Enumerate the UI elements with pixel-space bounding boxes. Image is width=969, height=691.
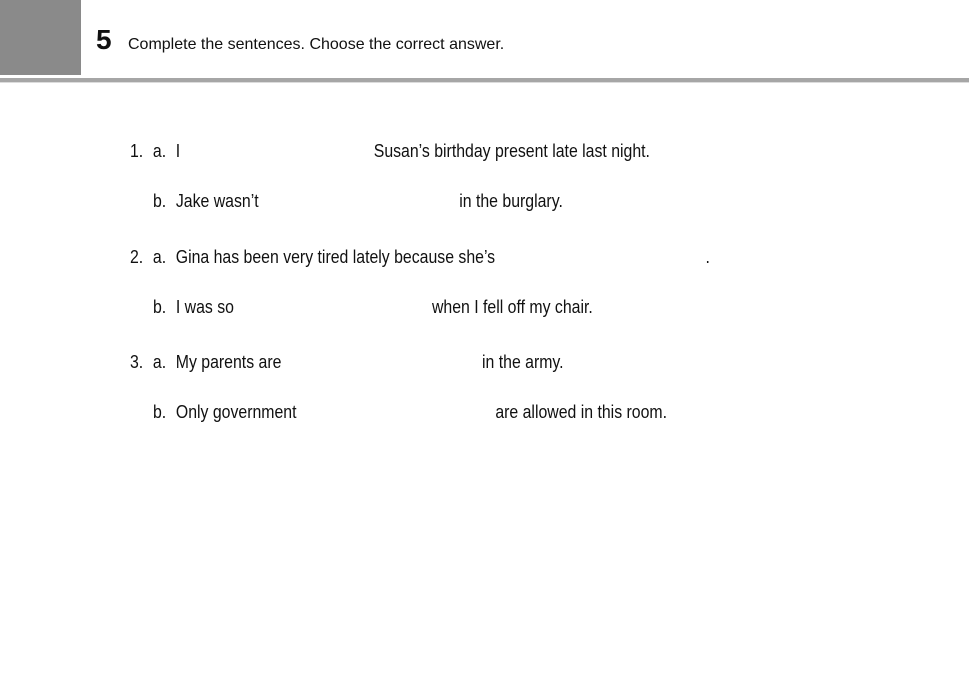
item-number: 2. xyxy=(130,247,144,267)
item-letter: b. xyxy=(153,191,167,211)
item-letter: a. xyxy=(152,352,167,372)
sentence-after: when I fell off my chair. xyxy=(431,297,593,317)
sentence-after: are allowed in this room. xyxy=(495,402,668,422)
exercise-number: 5 xyxy=(96,24,112,55)
corner-block xyxy=(0,0,81,75)
item-letter: a. xyxy=(152,247,167,267)
item-letter: b. xyxy=(153,402,167,422)
sentence-before: I xyxy=(175,141,181,161)
sentence-before: Gina has been very tired lately because she’s xyxy=(175,247,496,267)
sentence-before: Jake wasn’t xyxy=(175,191,259,211)
item-number: 3. xyxy=(130,352,144,372)
sentence-before: I was so xyxy=(175,297,234,317)
exercise-instruction: Complete the sentences. Choose the correct answer. xyxy=(128,36,505,53)
sentence-after: Susan’s birthday present late last night. xyxy=(373,141,650,161)
sentence-after: in the burglary. xyxy=(459,191,563,211)
item-letter: b. xyxy=(153,297,167,317)
item-letter: a. xyxy=(152,141,167,161)
sentence-before: My parents are xyxy=(175,352,282,372)
sentence-before: Only government xyxy=(175,402,297,422)
item-number: 1. xyxy=(130,141,144,161)
header-divider-shadow xyxy=(0,82,969,83)
sentence-after: in the army. xyxy=(482,352,564,372)
sentence-after: . xyxy=(705,247,710,267)
